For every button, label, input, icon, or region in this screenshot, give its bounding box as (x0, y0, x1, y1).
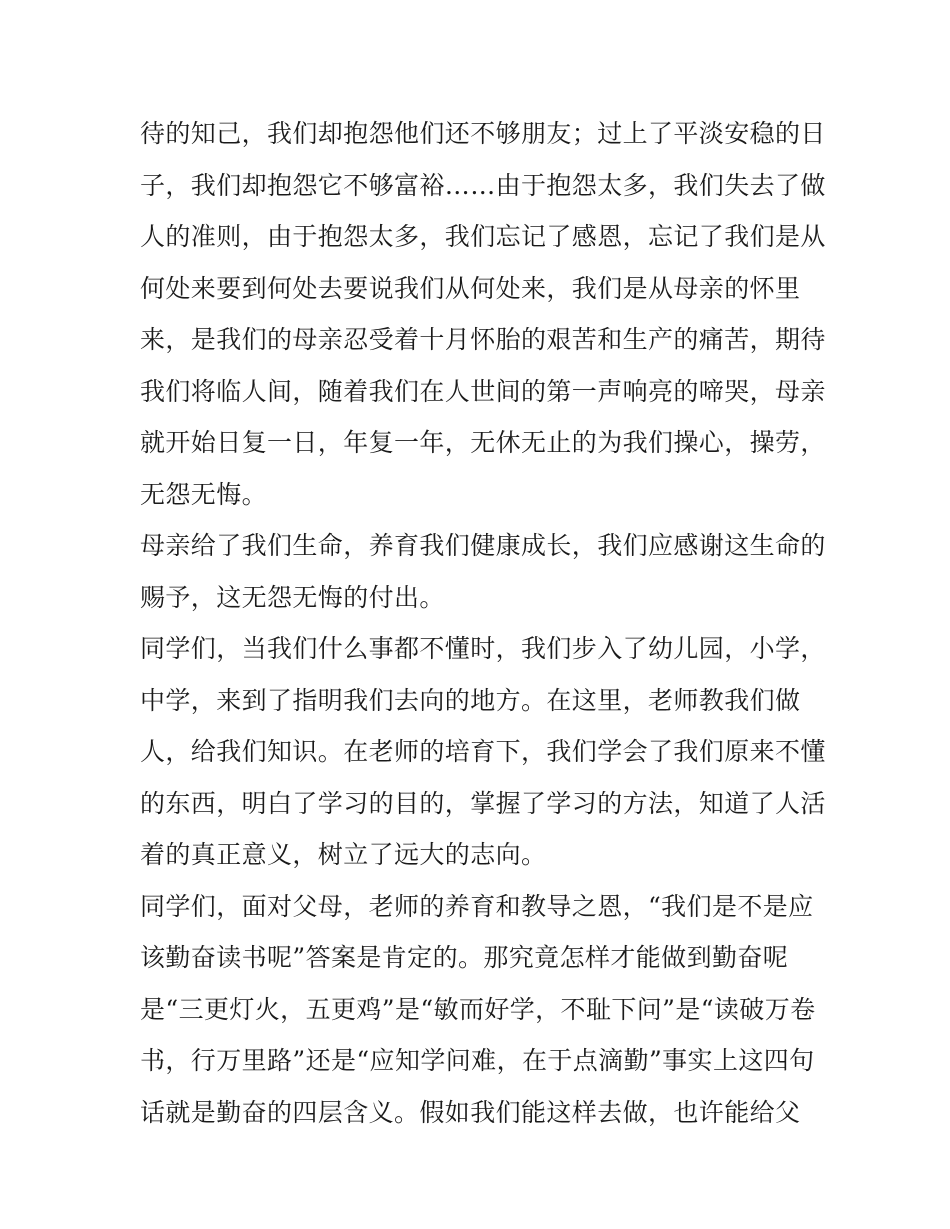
text-line: 该勤奋读书呢”答案是肯定的。那究竟怎样才能做到勤奋呢 (140, 943, 789, 972)
text-line: 我们将临人间，随着我们在人世间的第一声响亮的啼哭，母亲 (140, 376, 826, 406)
text-line: 待的知己，我们却抱怨他们还不够朋友；过上了平淡安稳的日 (140, 119, 826, 148)
text-line: 中学，来到了指明我们去向的地方。在这里，老师教我们做 (140, 685, 801, 715)
text-line: 子，我们却抱怨它不够富裕……由于抱怨太多，我们失去了做 (140, 170, 826, 200)
text-line: 同学们，面对父母，老师的养育和教导之恩，“我们是不是应 (140, 891, 814, 921)
text-line: 书，行万里路”还是“应知学问难，在于点滴勤”事实上这四句 (140, 1046, 815, 1075)
text-line: 话就是勤奋的四层含义。假如我们能这样去做，也许能给父 (140, 1097, 801, 1127)
text-line: 就开始日复一日，年复一年，无休无止的为我们操心，操劳， (140, 428, 826, 457)
body-text (140, 108, 830, 1138)
text-line: 人，给我们知识。在老师的培育下，我们学会了我们原来不懂 (140, 737, 826, 766)
text-line: 人的准则，由于抱怨太多，我们忘记了感恩，忘记了我们是从 (140, 222, 826, 251)
text-line: 同学们，当我们什么事都不懂时，我们步入了幼儿园，小学， (140, 634, 826, 663)
text-line: 赐予，这无怨无悔的付出。 (140, 582, 445, 612)
text-line: 无怨无悔。 (140, 479, 268, 509)
text-line: 母亲给了我们生命，养育我们健康成长，我们应感谢这生命的 (140, 531, 826, 560)
text-line: 何处来要到何处去要说我们从何处来，我们是从母亲的怀里 (140, 273, 801, 303)
text-line: 是“三更灯火，五更鸡”是“敏而好学，不耻下问”是“读破万卷 (140, 994, 816, 1024)
text-line: 来，是我们的母亲忍受着十月怀胎的艰苦和生产的痛苦，期待 (140, 325, 826, 354)
text-line: 着的真正意义，树立了远大的志向。 (140, 840, 547, 869)
text-line: 的东西，明白了学习的目的，掌握了学习的方法，知道了人活 (140, 788, 826, 818)
